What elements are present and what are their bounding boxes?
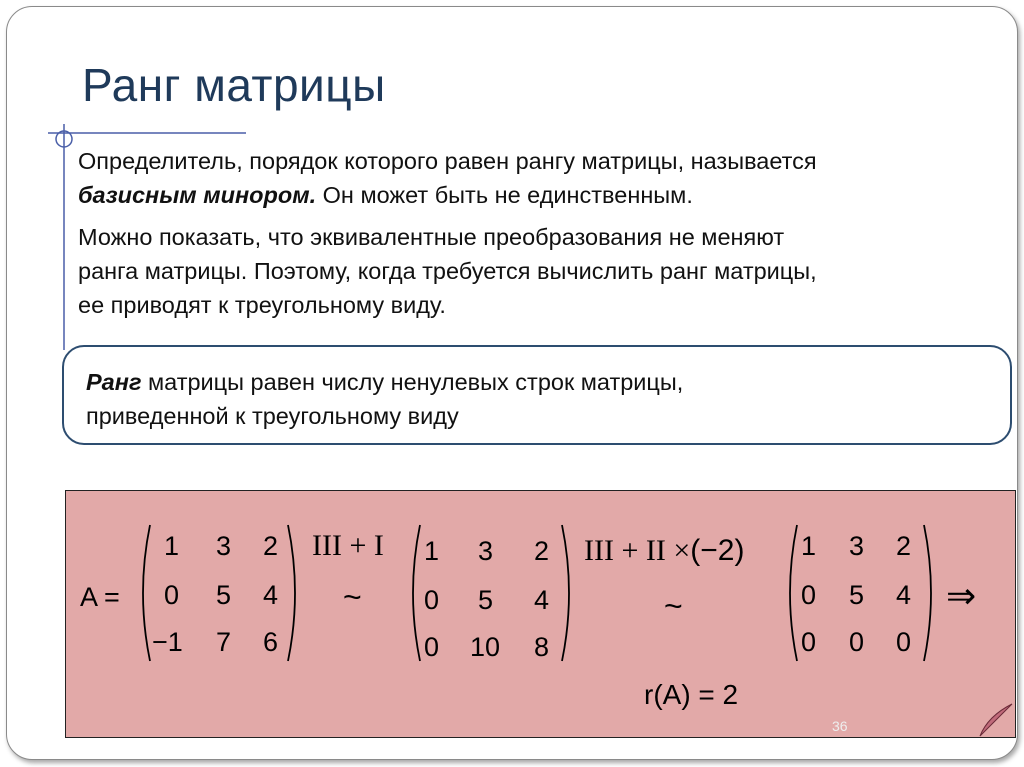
row-operation-factor: (−2) [690, 534, 745, 567]
matrix-cell: 0 [801, 580, 817, 610]
left-paren-icon [404, 523, 424, 663]
matrix-cell: 8 [534, 632, 550, 662]
matrix-cell: 7 [216, 627, 232, 657]
paragraph-line: ранга матрицы. Поэтому, когда требуется вычислить ранг матрицы, [78, 258, 817, 284]
matrix-cell: 2 [263, 531, 279, 561]
paragraph-basis-minor [78, 144, 817, 212]
matrix-cell: 3 [849, 531, 865, 561]
row-operation-label: III + I [312, 529, 384, 562]
page-number: 36 [832, 718, 848, 734]
paragraph-line: Определитель, порядок которого равен рангу матрицы, называется [78, 148, 817, 174]
row-operation-roman: III + II × [584, 534, 691, 567]
rank-result: r(A) = 2 [644, 679, 739, 710]
paragraph-line: Можно показать, что эквивалентные преобразования не меняют [78, 224, 785, 250]
matrix-cell: −1 [152, 627, 183, 657]
paragraph-line: ее приводят к треугольному виду. [78, 292, 446, 318]
matrix-cell: 2 [896, 531, 912, 561]
matrix-cell: 2 [534, 536, 550, 566]
callout-line: матрицы равен числу ненулевых строк матрицы, [141, 369, 684, 395]
bold-term: Ранг [86, 369, 142, 395]
paragraph-line [78, 178, 817, 212]
matrix-cell: 1 [164, 531, 180, 561]
matrix-example-box [65, 490, 1016, 738]
implies-arrow-icon: ⇒ [946, 575, 977, 616]
matrix-cell: 0 [896, 627, 912, 657]
right-paren-icon [284, 523, 304, 663]
equivalence-sign: ~ [664, 588, 683, 624]
matrix-cell: 4 [534, 585, 550, 615]
matrix-cell: 0 [801, 627, 817, 657]
right-paren-icon [558, 523, 578, 663]
matrix-cell: 1 [424, 536, 440, 566]
left-paren-icon [781, 523, 801, 663]
matrix-cell: 0 [164, 580, 180, 610]
right-paren-icon [920, 523, 940, 663]
bold-term: базисным минором. [78, 182, 317, 208]
matrix-cell: 6 [263, 627, 279, 657]
matrix-cell: 4 [263, 580, 279, 610]
paragraph-text: Он может быть не единственным. [316, 182, 693, 208]
matrix-cell: 10 [470, 632, 501, 662]
row-operation-label [584, 534, 744, 568]
slide-title: Ранг матрицы [82, 59, 386, 111]
left-paren-icon [134, 523, 154, 663]
matrix-cell: 1 [801, 531, 817, 561]
paragraph-equivalent-transforms [78, 220, 817, 322]
matrix-cell: 5 [849, 580, 865, 610]
callout-line: приведенной к треугольному виду [86, 403, 459, 429]
matrix-cell: 0 [849, 627, 865, 657]
matrix-cell: 4 [896, 580, 912, 610]
matrix-cell: 5 [216, 580, 232, 610]
page-curl-icon [978, 702, 1014, 738]
matrix-cell: 3 [478, 536, 494, 566]
matrix-lhs: A = [80, 582, 120, 612]
callout-text [86, 365, 683, 433]
matrix-cell: 0 [424, 632, 440, 662]
equivalence-sign: ~ [343, 579, 362, 615]
matrix-cell: 3 [216, 531, 232, 561]
rank-definition-callout [62, 345, 1012, 445]
matrix-cell: 0 [424, 585, 440, 615]
matrix-cell: 5 [478, 585, 494, 615]
